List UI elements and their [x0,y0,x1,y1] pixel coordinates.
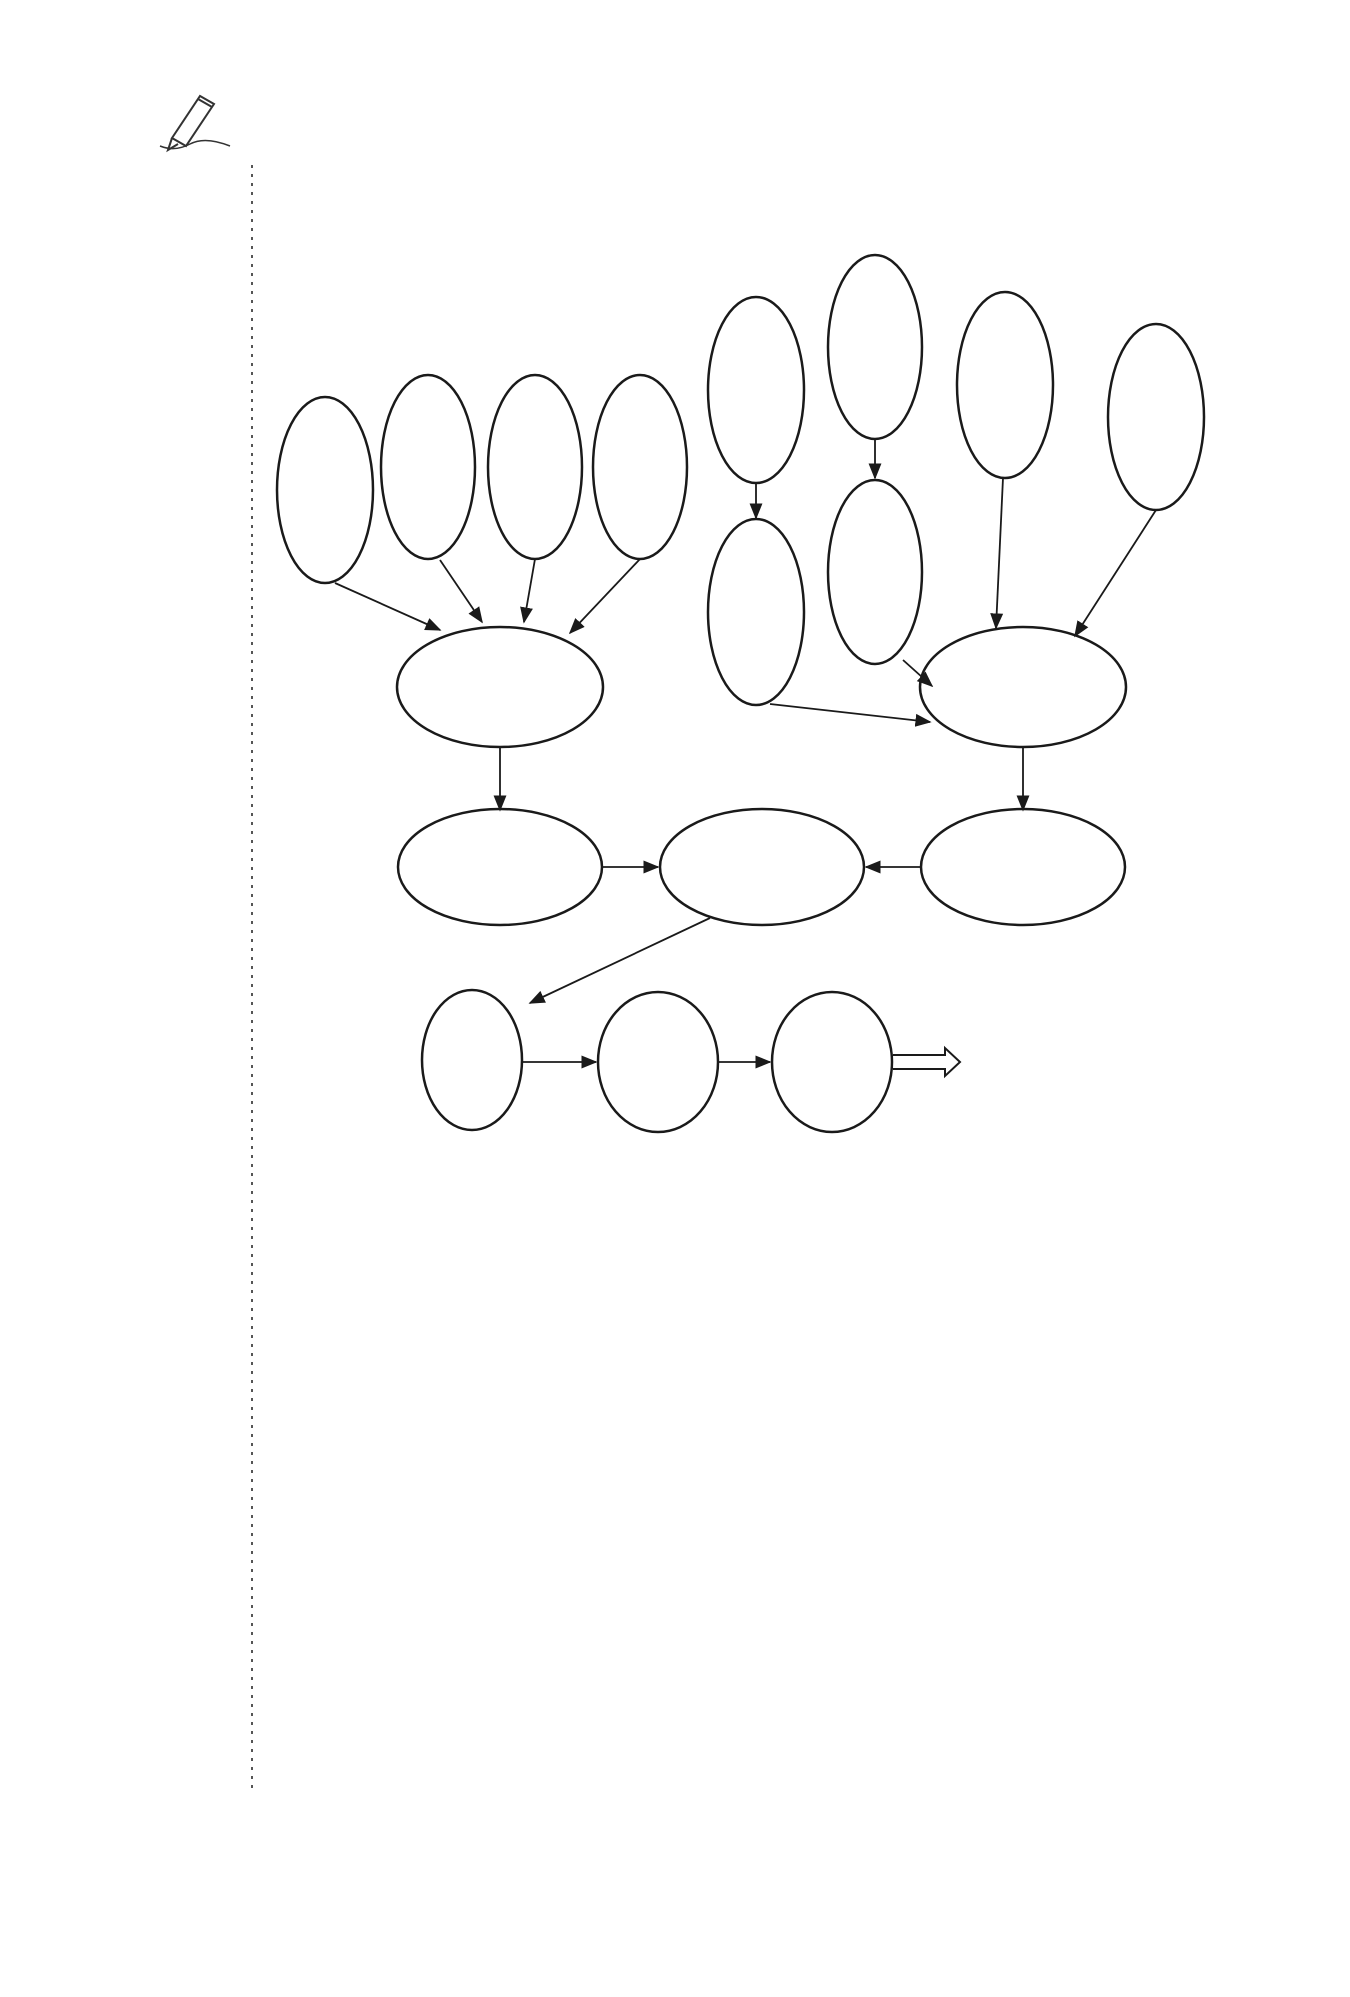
blank-node-6 [1108,324,1204,510]
sugar-branch [708,255,1204,747]
blank-node-3 [593,375,687,559]
middle-arrows [530,867,921,1003]
blank-node-2 [488,375,582,559]
blank-node-1 [381,375,475,559]
rice-arrows [335,559,640,810]
pencil-icon [160,96,230,150]
node-plant-cane [708,297,804,483]
blank-node-7 [598,992,718,1132]
blank-node-5 [828,480,922,664]
bottom-row [422,990,892,1132]
double-arrow-icon [893,1048,960,1076]
node-sugar [921,809,1125,925]
rice-branch [277,375,687,747]
node-rice [398,809,602,925]
middle-row [398,809,1125,925]
blank-node-4 [828,255,922,439]
node-make-cake [660,809,864,925]
sugar-arrows [756,440,1156,810]
node-tools [957,292,1053,478]
node-boil-sugar [920,627,1126,747]
node-seed [277,397,373,583]
node-package [422,990,522,1130]
node-plant-rice [397,627,603,747]
blank-node-8 [772,992,892,1132]
node-cane-juice [708,519,804,705]
